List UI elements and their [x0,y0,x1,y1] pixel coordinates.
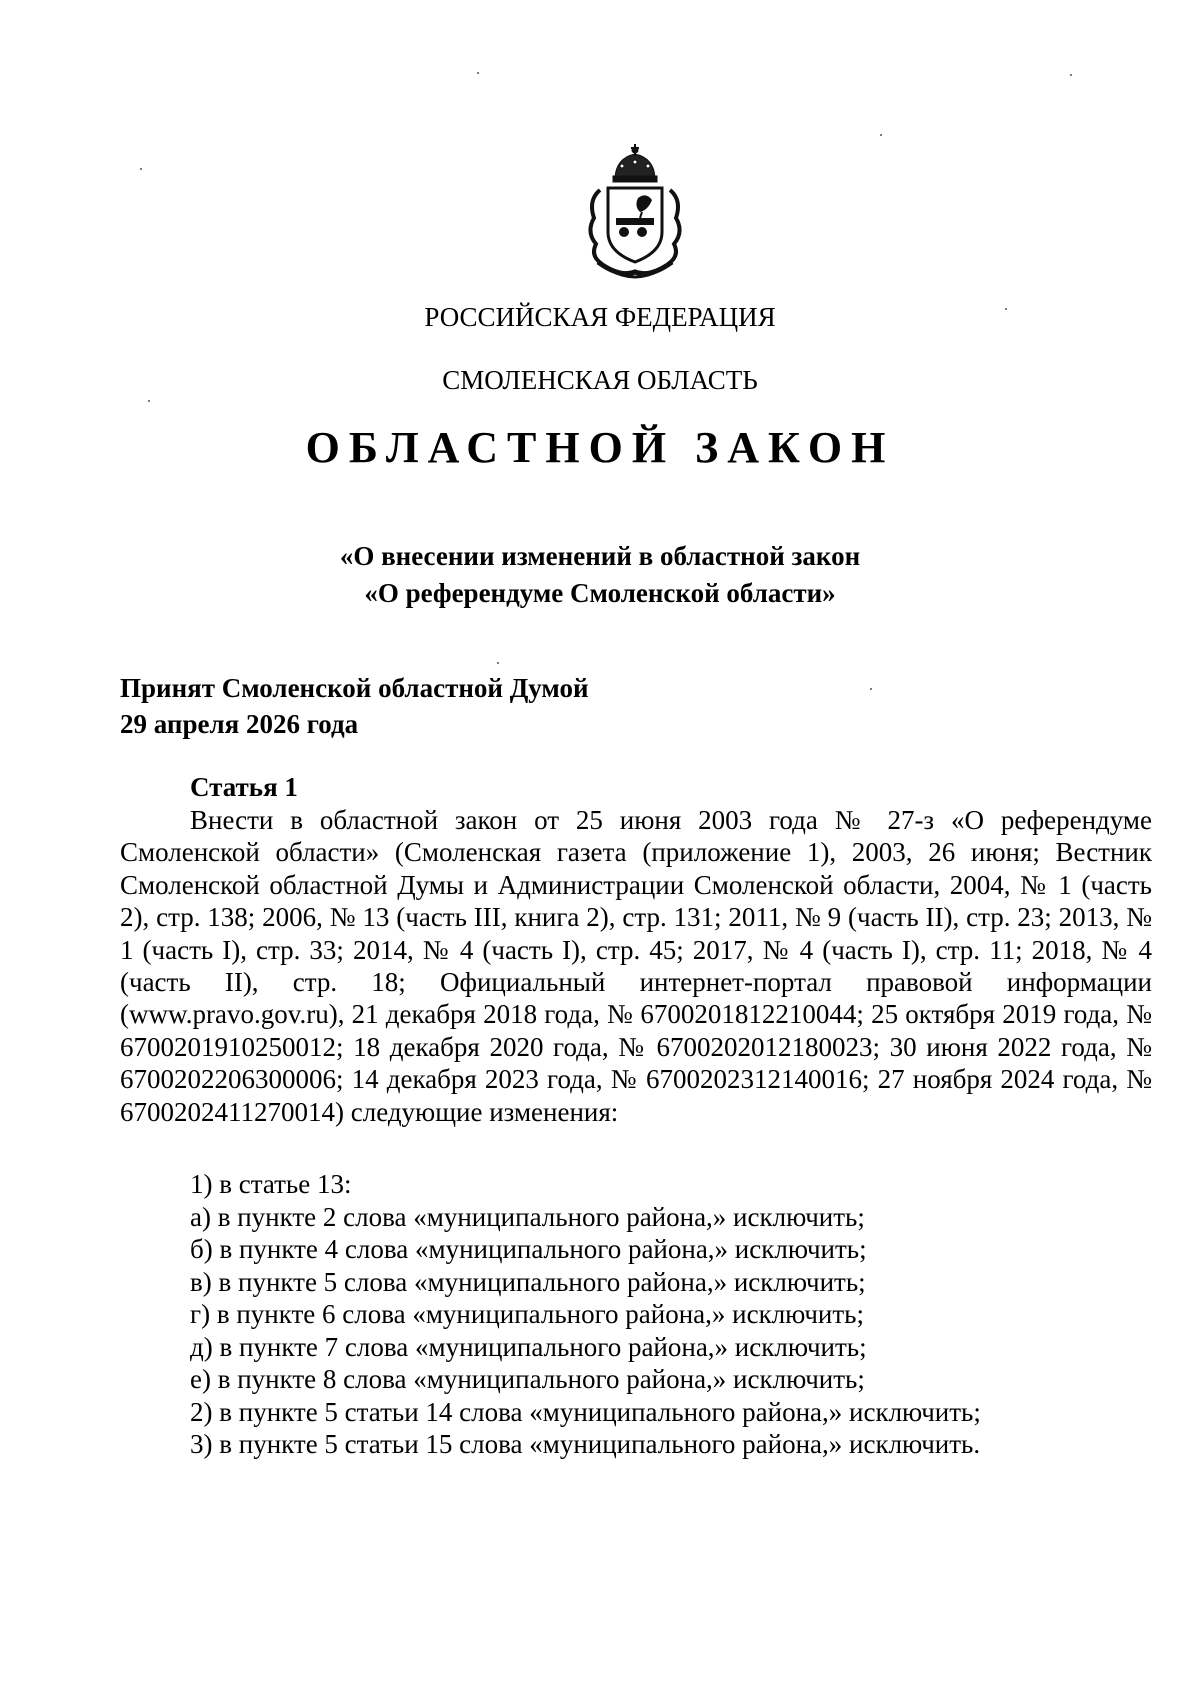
country-heading: РОССИЙСКАЯ ФЕДЕРАЦИЯ [424,302,776,332]
list-item: е) в пункте 8 слова «муниципального района,» исключить; [190,1364,865,1394]
list-item: г) в пункте 6 слова «муниципального района,» исключить; [190,1299,864,1329]
list-item: б) в пункте 4 слова «муниципального района,» исключить; [190,1234,867,1264]
list-item: 3) в пункте 5 статьи 15 слова «муниципального района,» исключить. [190,1429,981,1459]
scan-speck [870,688,872,690]
smolensk-coat-of-arms-icon [580,140,690,285]
adoption-date: 29 апреля 2026 года [120,709,359,739]
law-title-line: «О внесении изменений в областной закон [339,541,861,571]
list-item: а) в пункте 2 слова «муниципального района,» исключить; [190,1201,865,1232]
list-item: 2) в пункте 5 статьи 14 слова «муниципального района,» исключить; [190,1396,981,1427]
law-title-line: «О референдуме Смоленской области» [364,578,836,608]
document-type-heading: ОБЛАСТНОЙ ЗАКОН [305,423,895,472]
scan-speck [140,168,142,170]
scan-speck [148,400,150,402]
amendment-list [190,1168,981,1461]
scan-speck [1005,308,1007,310]
list-item: в) в пункте 5 слова «муниципального района,» исключить; [190,1266,866,1297]
adoption-body: Принят Смоленской областной Думой [120,673,589,703]
region-heading: СМОЛЕНСКАЯ ОБЛАСТЬ [442,365,758,395]
article-body: Внести в областной закон от 25 июня 2003 года № 27-з «О референдуме Смоленской области» (Смоленская газета (приложение 1), 2003, 26 июня; Вестник Смоленской областной Думы и Администрации Смоленской области, 2004, № 1 (часть 2), стр. 138; 2006, № 13 (часть III, книга 2), стр. 131; 2011, № 9 (часть II), стр. 23; 2013, № 1 (часть I), стр. 33; 2014, № 4 (часть I), стр. 45; 2017, № 4 (часть I), стр. 11; 2018, № 4 (часть II), стр. 18; Официальный интернет-портал правовой информации (www.pravo.gov.ru), 21 декабря 2018 года, № 6700201812210044; 25 октября 2019 года, № 6700201910250012; 18 декабря 2020 года, № 6700202012180023; 30 июня 2022 года, № 6700202206300006; 14 декабря 2023 года, № 6700202312140016; 27 ноября 2024 года, № 6700202411270014) следующие изменения: [120,805,1152,1127]
scan-speck [880,134,882,136]
list-item: 1) в статье 13: [190,1169,352,1199]
article-heading: Статья 1 [190,772,298,802]
adoption-note [120,670,589,742]
list-item: д) в пункте 7 слова «муниципального района,» исключить; [190,1331,867,1362]
scan-speck [497,662,499,664]
scan-speck [477,72,479,74]
scan-speck [1070,74,1072,76]
law-title [0,538,1200,612]
